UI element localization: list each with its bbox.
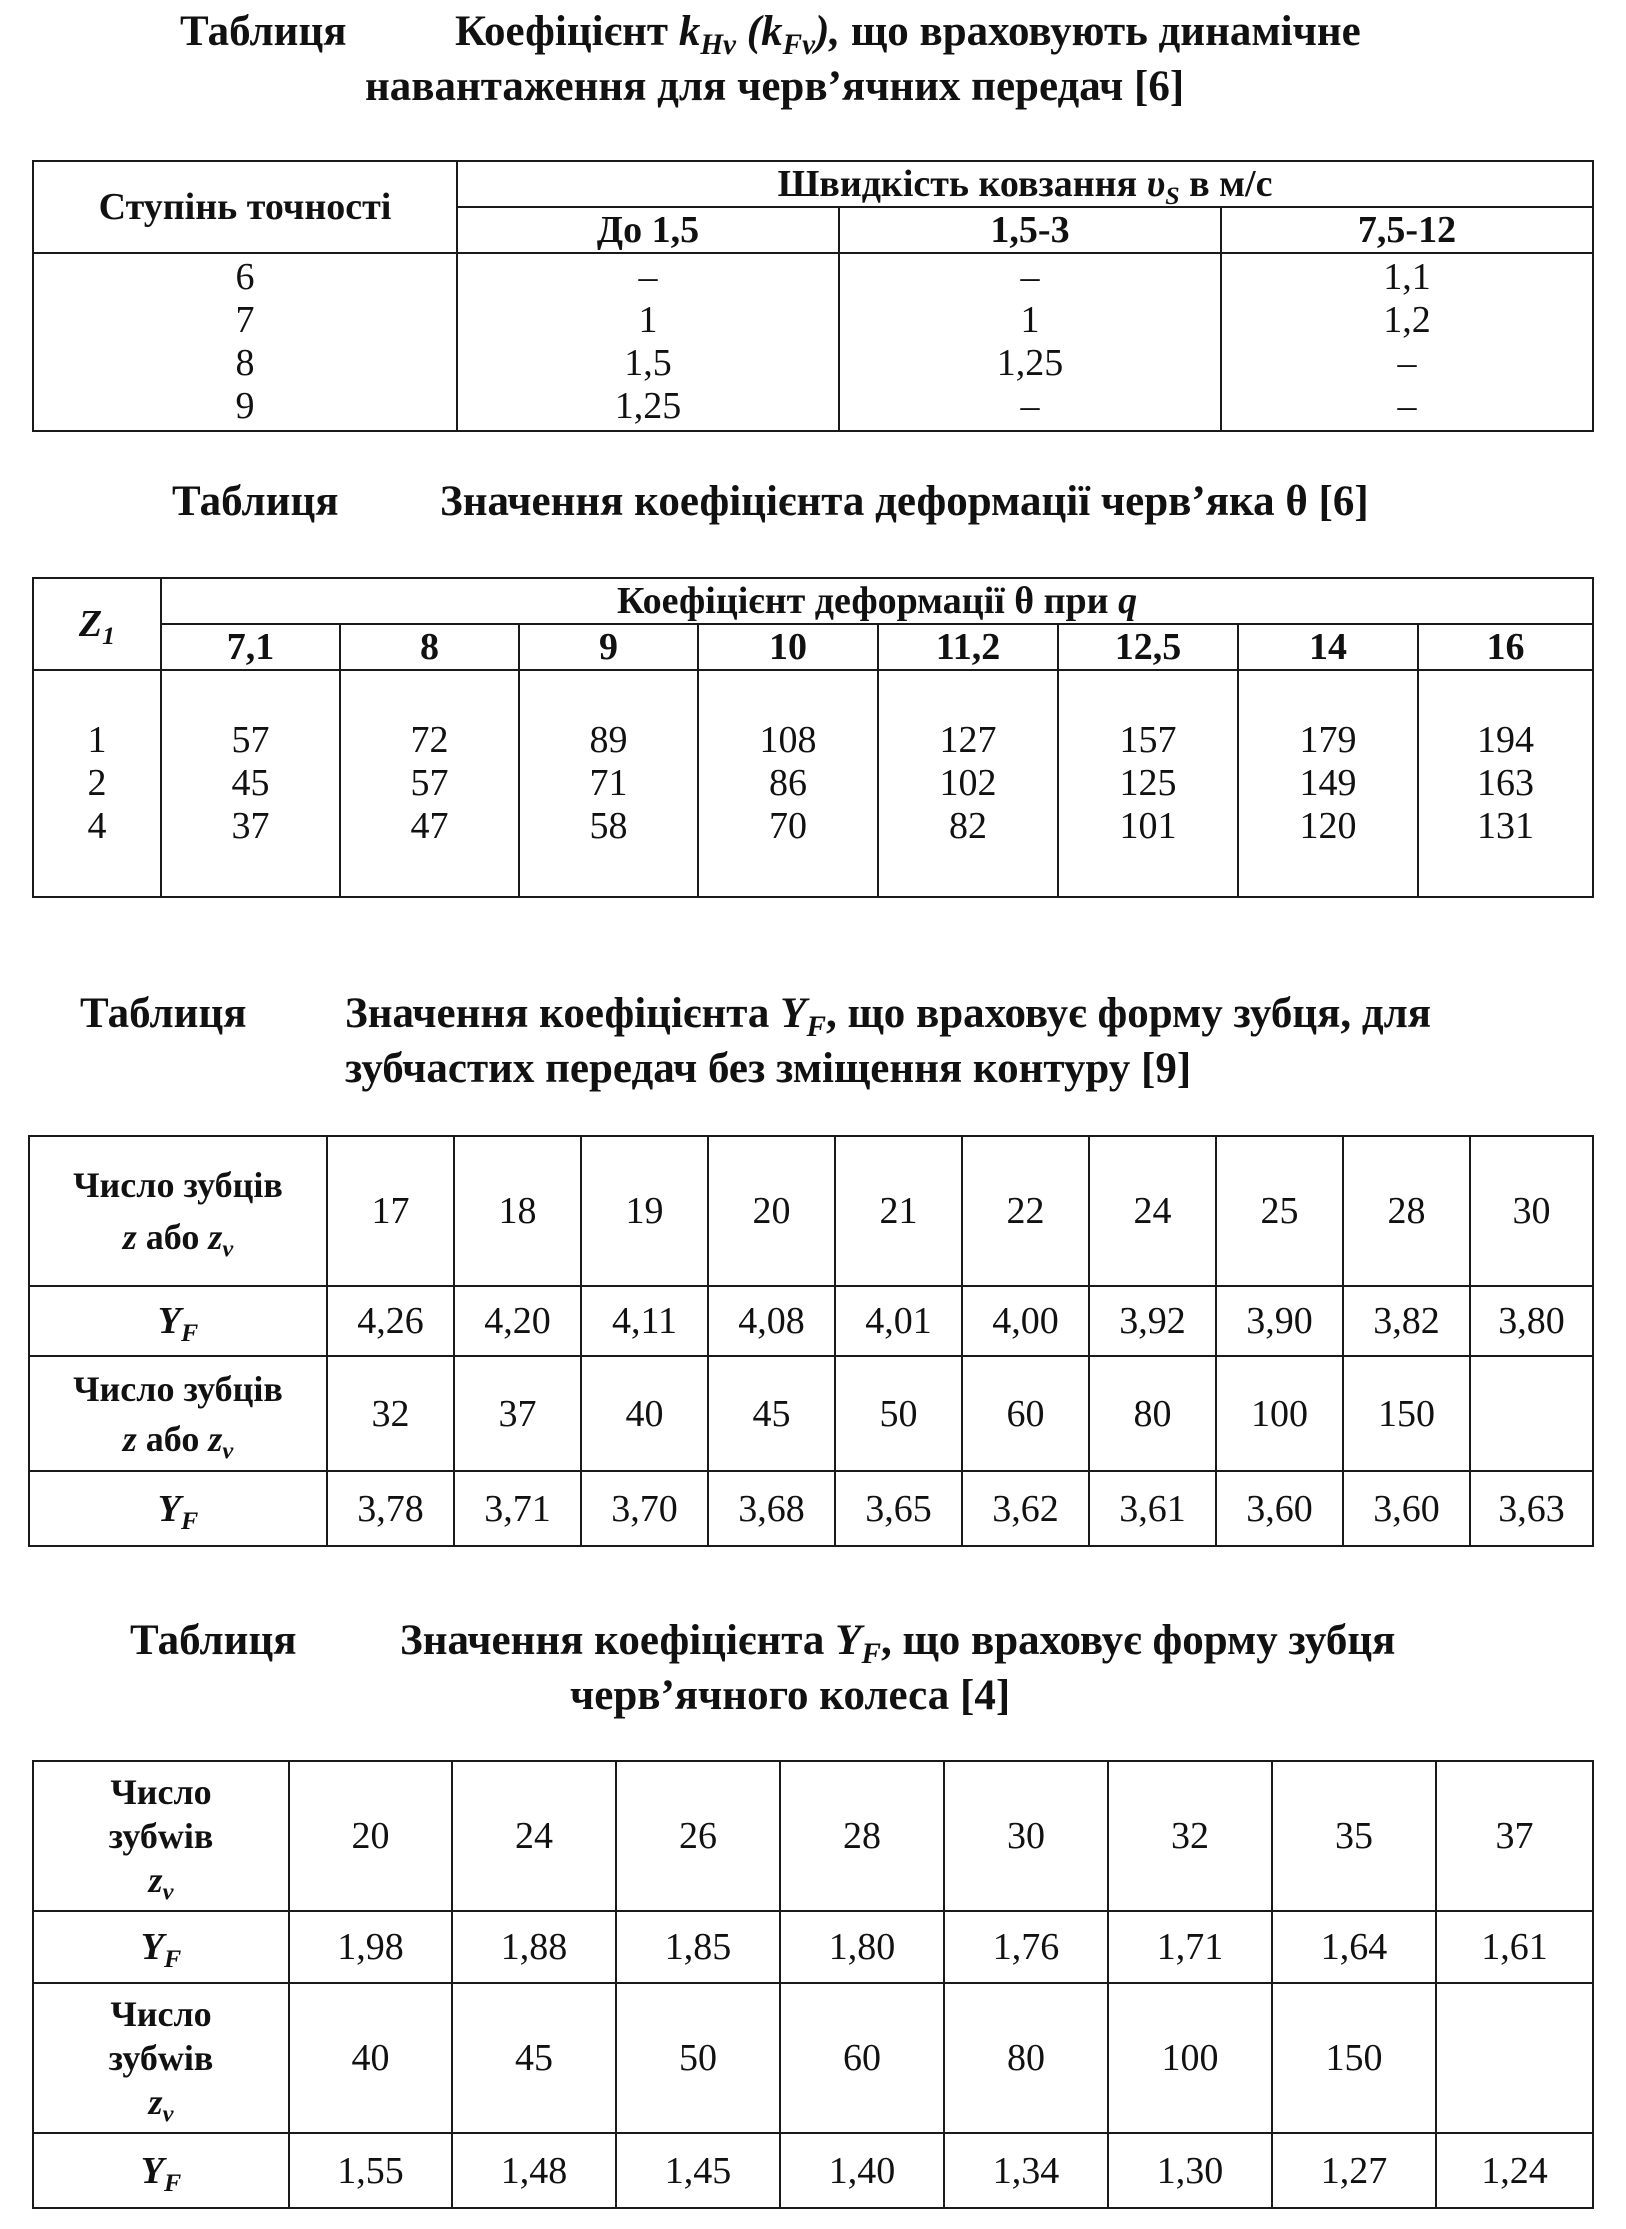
- table3-cell: 3,78: [327, 1471, 454, 1546]
- table3-cell: 3,62: [962, 1471, 1089, 1546]
- table4-caption-sym-sub: F: [861, 1637, 881, 1670]
- table2-row-header: $Z_1$: [33, 578, 161, 670]
- table3-cell: 24: [1089, 1136, 1216, 1286]
- table1-col-header: 1,5-3: [839, 207, 1221, 253]
- table1-grade-column: [33, 253, 457, 431]
- table3-cell: 30: [1470, 1136, 1593, 1286]
- table2-cell: 163: [1477, 762, 1535, 804]
- table3-cell: 28: [1343, 1136, 1470, 1286]
- table1-cell: 1,1: [1383, 256, 1431, 298]
- table2-cell: 179: [1299, 719, 1357, 761]
- table3-cell: 3,65: [835, 1471, 962, 1546]
- table3-cell: 150: [1343, 1356, 1470, 1471]
- table2-q-header: 12,5: [1058, 624, 1238, 670]
- table4-cell: 1,48: [452, 2133, 616, 2208]
- table4-caption-pre: Значення коефіцієнта: [400, 1617, 825, 1664]
- table3-cell: 3,60: [1216, 1471, 1343, 1546]
- table2-cell: 120: [1299, 805, 1357, 847]
- table3-cell: 40: [581, 1356, 708, 1471]
- table1-cell: 1,25: [614, 385, 682, 427]
- table2-cell: 131: [1477, 805, 1535, 847]
- table4-cell: 50: [616, 1983, 780, 2133]
- table1-cell: 9: [235, 385, 255, 427]
- table2-cell: 101: [1119, 805, 1177, 847]
- table4-cell: 1,34: [944, 2133, 1108, 2208]
- table2-group-header: Коефіцієнт деформації θ при q: [161, 578, 1593, 624]
- table4-cell: 150: [1272, 1983, 1436, 2133]
- table4-cell: 30: [944, 1761, 1108, 1911]
- table3-cell: 17: [327, 1136, 454, 1286]
- table4-cell: 32: [1108, 1761, 1272, 1911]
- table2-cell: 125: [1119, 762, 1177, 804]
- table4-cell: 1,61: [1436, 1911, 1593, 1983]
- table3-cell: 4,00: [962, 1286, 1089, 1356]
- table2-q-header: 11,2: [878, 624, 1058, 670]
- table2-cell: 82: [949, 805, 987, 847]
- table3-cell: 45: [708, 1356, 835, 1471]
- table4-caption-word: Таблиця: [130, 1617, 297, 1664]
- table4-cell: 1,85: [616, 1911, 780, 1983]
- table4-cell: 1,88: [452, 1911, 616, 1983]
- table1-column-2: [839, 253, 1221, 431]
- table1-cell: –: [1397, 342, 1417, 384]
- table4-cell: 40: [289, 1983, 452, 2133]
- table1-caption-sym1-sub: Hv: [700, 28, 737, 61]
- table1-cell: 1,25: [996, 342, 1064, 384]
- table1-cell: 8: [235, 342, 255, 384]
- table2-caption: [0, 478, 1626, 533]
- table1-column-1: [457, 253, 839, 431]
- table1-caption: [0, 8, 1626, 118]
- table4-yf-label: $Y_F$: [33, 2133, 289, 2208]
- table3-teeth-label: Число зубців z або $z_v$: [29, 1136, 327, 1286]
- table1-col-header: До 1,5: [457, 207, 839, 253]
- table3: [28, 1135, 1594, 1547]
- table3-cell: 80: [1089, 1356, 1216, 1471]
- table4-cell: [1436, 1983, 1593, 2133]
- table3-cell: 3,60: [1343, 1471, 1470, 1546]
- table4-cell: 1,40: [780, 2133, 944, 2208]
- table1-caption-line2: навантаження для черв’ячних передач [6]: [365, 63, 1185, 110]
- table2-cell: 37: [231, 805, 270, 847]
- table2-q-header: 16: [1418, 624, 1593, 670]
- table3-yf-label: $Y_F$: [29, 1286, 327, 1356]
- table3-caption-line2: зубчастих передач без зміщення контуру [9]: [345, 1045, 1192, 1092]
- table1-caption-sym2: (k: [746, 8, 783, 55]
- table2-cell: 71: [589, 762, 628, 804]
- table1-cell: 6: [235, 256, 255, 298]
- table1-caption-sym2-sub: Fv: [782, 28, 816, 61]
- table3-cell: 32: [327, 1356, 454, 1471]
- table1-caption-sym2-close: ),: [815, 8, 841, 55]
- table4-cell: 24: [452, 1761, 616, 1911]
- table4-cell: 60: [780, 1983, 944, 2133]
- table3-cell: 37: [454, 1356, 581, 1471]
- table1-cell: 1: [1020, 299, 1040, 341]
- table4-cell: 35: [1272, 1761, 1436, 1911]
- table4-cell: 1,55: [289, 2133, 452, 2208]
- table2-cell: 2: [87, 762, 107, 804]
- table2-z1-column: [33, 670, 161, 897]
- table2-cell: 102: [939, 762, 997, 804]
- table3-caption-pre: Значення коефіцієнта: [345, 990, 770, 1037]
- table3-cell: 3,71: [454, 1471, 581, 1546]
- table1-row-header: Ступінь точності: [33, 161, 457, 253]
- table3-cell: 22: [962, 1136, 1089, 1286]
- table1-cell: 1,5: [624, 342, 672, 384]
- table2-cell: 157: [1119, 719, 1177, 761]
- table3-caption-post: , що враховує форму зубця, для: [825, 990, 1432, 1037]
- table1-caption-sym1: k: [678, 8, 701, 55]
- table2-column: [340, 670, 519, 897]
- table2-q-header: 8: [340, 624, 519, 670]
- table2-column: [1238, 670, 1418, 897]
- table2-column: [698, 670, 878, 897]
- table1-cell: –: [1397, 385, 1417, 427]
- table4-cell: 1,27: [1272, 2133, 1436, 2208]
- table4-cell: 1,64: [1272, 1911, 1436, 1983]
- table3-caption-sym-sub: F: [806, 1010, 826, 1043]
- table2-q-header: 9: [519, 624, 698, 670]
- table1-cell: 1: [638, 299, 658, 341]
- table4-yf-label: $Y_F$: [33, 1911, 289, 1983]
- table3-cell: 3,70: [581, 1471, 708, 1546]
- table4-caption: [0, 1617, 1626, 1727]
- table1-column-3: [1221, 253, 1593, 431]
- table4-cell: 28: [780, 1761, 944, 1911]
- table3-cell: 18: [454, 1136, 581, 1286]
- table2-cell: 70: [769, 805, 807, 847]
- table2-cell: 57: [231, 719, 270, 761]
- table4-caption-post: , що враховує форму зубця: [880, 1617, 1396, 1664]
- table3-cell: 100: [1216, 1356, 1343, 1471]
- table2-q-header: 7,1: [161, 624, 340, 670]
- table1-cell: –: [1020, 256, 1040, 298]
- table2-column: [878, 670, 1058, 897]
- table3-cell: 3,82: [1343, 1286, 1470, 1356]
- table1-caption-word: Таблиця: [180, 8, 347, 55]
- table4-cell: 1,45: [616, 2133, 780, 2208]
- table3-cell: 4,01: [835, 1286, 962, 1356]
- table2-cell: 149: [1299, 762, 1357, 804]
- table2-cell: 72: [410, 719, 449, 761]
- table2-column: [1058, 670, 1238, 897]
- table2: [32, 577, 1594, 898]
- table4-cell: 1,76: [944, 1911, 1108, 1983]
- table1-col-header: 7,5-12: [1221, 207, 1593, 253]
- table2-column: [1418, 670, 1593, 897]
- table2-cell: 57: [410, 762, 449, 804]
- table2-column: [161, 670, 340, 897]
- table1-caption-post: що враховують динамічне: [850, 8, 1361, 55]
- table4-teeth-label: Число зубwів $z_v$: [33, 1983, 289, 2133]
- table3-caption-word: Таблиця: [80, 990, 247, 1037]
- table2-cell: 4: [87, 805, 107, 847]
- table3-cell: 4,20: [454, 1286, 581, 1356]
- table2-caption-text: Значення коефіцієнта деформації черв’яка θ [6]: [440, 478, 1369, 525]
- table1-caption-pre: Коефіцієнт: [455, 8, 669, 55]
- table4-cell: 1,24: [1436, 2133, 1593, 2208]
- table2-cell: 1: [87, 719, 107, 761]
- table1-cell: 1,2: [1383, 299, 1431, 341]
- table3-cell: 4,11: [581, 1286, 708, 1356]
- table4-cell: 37: [1436, 1761, 1593, 1911]
- table4-cell: 1,80: [780, 1911, 944, 1983]
- table4-cell: 1,98: [289, 1911, 452, 1983]
- table1-group-header: Швидкість ковзання $\upsilon_S$ в м/с: [457, 161, 1593, 207]
- table3-cell: 4,08: [708, 1286, 835, 1356]
- table3-cell: 3,68: [708, 1471, 835, 1546]
- table4-cell: 1,30: [1108, 2133, 1272, 2208]
- table3-caption-sym: Y: [780, 990, 807, 1037]
- table4-teeth-label: Число зубwів $z_v$: [33, 1761, 289, 1911]
- table3-yf-label: $Y_F$: [29, 1471, 327, 1546]
- table2-column: [519, 670, 698, 897]
- table3-cell: 4,26: [327, 1286, 454, 1356]
- table2-cell: 45: [231, 762, 270, 804]
- table2-cell: 108: [759, 719, 817, 761]
- table2-cell: 58: [589, 805, 628, 847]
- table2-cell: 194: [1477, 719, 1535, 761]
- table1-cell: 7: [235, 299, 255, 341]
- table4-cell: 100: [1108, 1983, 1272, 2133]
- table3-cell: 19: [581, 1136, 708, 1286]
- table4-caption-sym: Y: [835, 1617, 862, 1664]
- table4-caption-line2: черв’ячного колеса [4]: [570, 1672, 1011, 1719]
- table1: [32, 160, 1594, 432]
- table4-cell: 20: [289, 1761, 452, 1911]
- table1-cell: –: [638, 256, 658, 298]
- table2-cell: 89: [589, 719, 628, 761]
- table2-cell: 47: [410, 805, 449, 847]
- table3-caption: [0, 990, 1626, 1100]
- table4: [32, 1760, 1594, 2209]
- table3-cell: 3,61: [1089, 1471, 1216, 1546]
- table2-q-header: 10: [698, 624, 878, 670]
- table3-teeth-label: Число зубців z або $z_v$: [29, 1356, 327, 1471]
- table2-caption-word: Таблиця: [172, 478, 339, 525]
- table3-cell: 3,92: [1089, 1286, 1216, 1356]
- table3-cell: 3,80: [1470, 1286, 1593, 1356]
- table2-cell: 127: [939, 719, 997, 761]
- table2-cell: 86: [769, 762, 807, 804]
- table4-cell: 26: [616, 1761, 780, 1911]
- table1-cell: –: [1020, 385, 1040, 427]
- table3-cell: [1470, 1356, 1593, 1471]
- table3-cell: 21: [835, 1136, 962, 1286]
- table3-cell: 50: [835, 1356, 962, 1471]
- table3-cell: 60: [962, 1356, 1089, 1471]
- table4-cell: 45: [452, 1983, 616, 2133]
- table3-cell: 3,63: [1470, 1471, 1593, 1546]
- table4-cell: 1,71: [1108, 1911, 1272, 1983]
- table3-cell: 20: [708, 1136, 835, 1286]
- table2-q-header: 14: [1238, 624, 1418, 670]
- table3-cell: 3,90: [1216, 1286, 1343, 1356]
- table3-cell: 25: [1216, 1136, 1343, 1286]
- table4-cell: 80: [944, 1983, 1108, 2133]
